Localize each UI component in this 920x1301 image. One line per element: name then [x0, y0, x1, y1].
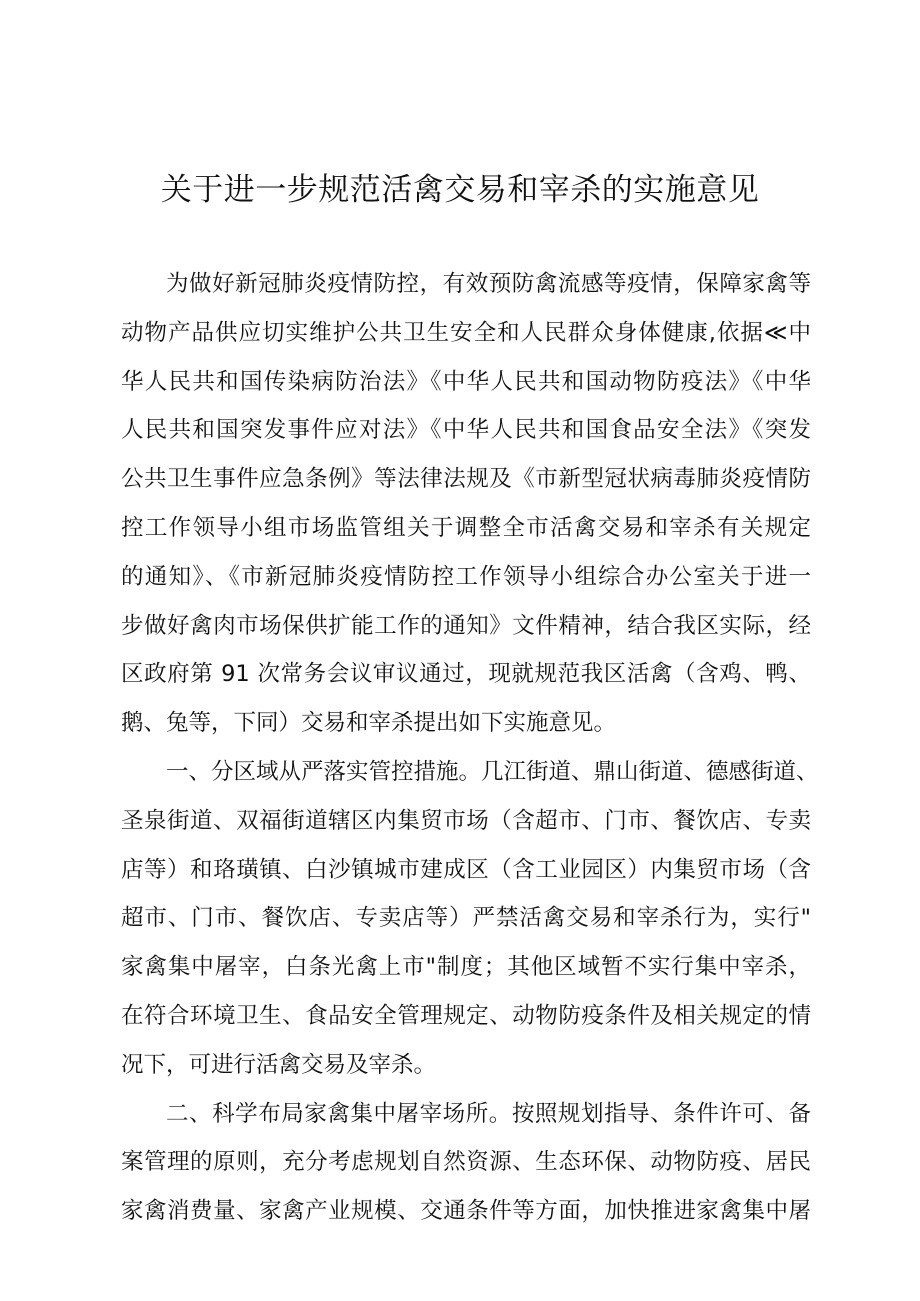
- paragraph-intro: [121, 260, 811, 748]
- text-line: 店等）和珞璜镇、白沙镇城市建成区（含工业园区）内集贸市场（含: [121, 856, 811, 883]
- text-line: 超市、门市、餐饮店、专卖店等）严禁活禽交易和宰杀行为，实行": [121, 905, 811, 932]
- text-line: 步做好禽肉市场保供扩能工作的通知》文件精神，结合我区实际，经: [121, 612, 811, 639]
- document-body: [121, 260, 819, 1236]
- text-line: 公共卫生事件应急条例》等法律法规及《市新型冠状病毒肺炎疫情防: [121, 466, 811, 493]
- text-line: 案管理的原则，充分考虑规划自然资源、生态环保、动物防疫、居民: [121, 1149, 811, 1176]
- text-line: 家禽集中屠宰，白条光禽上市"制度；其他区域暂不实行集中宰杀，: [121, 954, 811, 981]
- text-line: 圣泉街道、双福街道辖区内集贸市场（含超市、门市、餐饮店、专卖: [121, 807, 811, 834]
- text-line: 动物产品供应切实维护公共卫生安全和人民群众身体健康,依据≪中: [121, 319, 811, 346]
- text-line: 家禽消费量、家禽产业规模、交通条件等方面，加快推进家禽集中屠: [121, 1198, 811, 1225]
- text-line: 的通知》、《市新冠肺炎疫情防控工作领导小组综合办公室关于进一: [121, 563, 811, 590]
- text-line: 在符合环境卫生、食品安全管理规定、动物防疫条件及相关规定的情: [121, 1002, 811, 1029]
- text-line: 华人民共和国传染病防治法》《中华人民共和国动物防疫法》《中华: [121, 368, 811, 395]
- text-line: 区政府第 91 次常务会议审议通过，现就规范我区活禽（含鸡、鸭、: [121, 661, 811, 688]
- text-line: 人民共和国突发事件应对法》《中华人民共和国食品安全法》《突发: [121, 417, 811, 444]
- text-line: 为做好新冠肺炎疫情防控，有效预防禽流感等疫情，保障家禽等: [166, 271, 811, 297]
- paragraph-section-1: [121, 748, 819, 1090]
- text-line: 一、分区域从严落实管控措施。几江街道、鼎山街道、德感街道、: [166, 758, 819, 785]
- text-line: 控工作领导小组市场监管组关于调整全市活禽交易和宰杀有关规定: [121, 514, 811, 541]
- text-line: 况下，可进行活禽交易及宰杀。: [121, 1051, 437, 1078]
- document-title: 关于进一步规范活禽交易和宰杀的实施意见: [160, 172, 760, 208]
- text-line: 二、科学布局家禽集中屠宰场所。按照规划指导、条件许可、备: [166, 1100, 811, 1127]
- paragraph-section-2: [121, 1090, 811, 1236]
- text-line: 鹅、兔等，下同）交易和宰杀提出如下实施意见。: [121, 710, 617, 737]
